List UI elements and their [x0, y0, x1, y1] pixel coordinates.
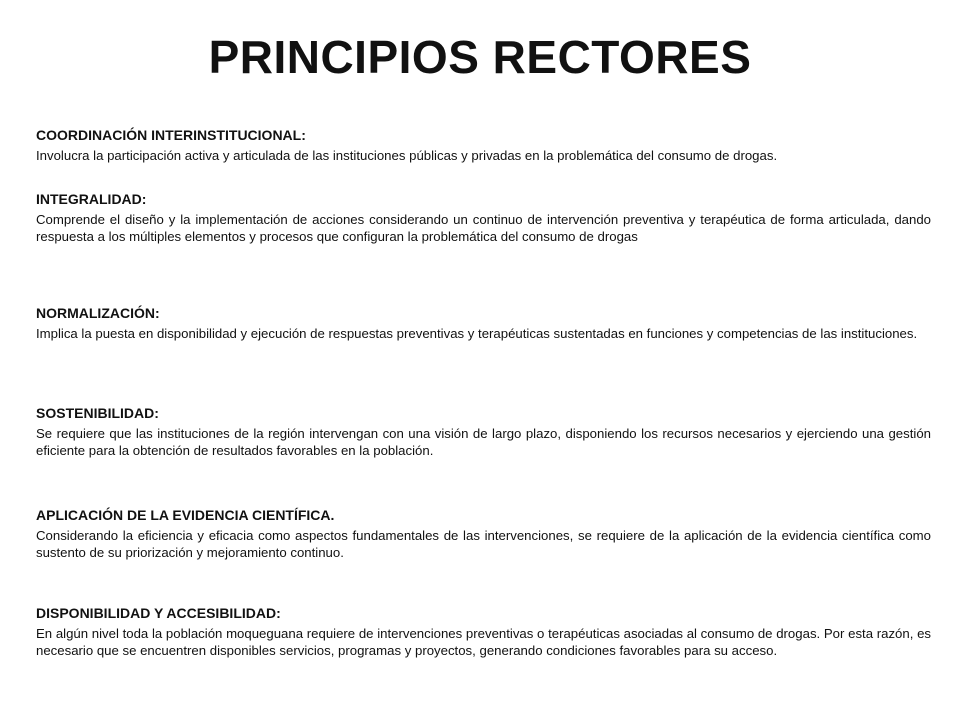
section-heading: NORMALIZACIÓN: — [36, 305, 160, 321]
section-coordinacion — [36, 126, 931, 164]
section-text: Se requiere que las instituciones de la región intervengan con una visión de largo plazo, disponiendo los recursos necesarios y ejerciendo una gestión eficiente para la obtención de resultados favorables en la población. — [36, 426, 931, 458]
section-disponibilidad — [36, 604, 931, 659]
section-integralidad — [36, 190, 931, 245]
section-normalizacion — [36, 304, 931, 342]
section-heading: APLICACIÓN DE LA EVIDENCIA CIENTÍFICA. — [36, 507, 335, 523]
section-text: En algún nivel toda la población moqueguana requiere de intervenciones preventivas o terapéuticas asociadas al consumo de drogas. Por esta razón, es necesario que se encuentren disponibles servicios, programas y proyectos, generando condiciones favorables para su acceso. — [36, 626, 931, 658]
section-text: Implica la puesta en disponibilidad y ejecución de respuestas preventivas y terapéuticas sustentadas en funciones y competencias de las instituciones. — [36, 326, 918, 341]
section-text: Comprende el diseño y la implementación de acciones considerando un continuo de intervención preventiva y terapéutica de forma articulada, dando respuesta a los múltiples elementos y procesos que configuran la problemática del consumo de drogas — [36, 212, 931, 244]
section-heading: SOSTENIBILIDAD: — [36, 405, 159, 421]
page-title: PRINCIPIOS RECTORES — [208, 31, 752, 83]
section-text: Involucra la participación activa y articulada de las instituciones públicas y privadas en la problemática del consumo de drogas. — [36, 148, 778, 163]
section-heading: INTEGRALIDAD: — [36, 191, 147, 207]
section-text: Considerando la eficiencia y eficacia como aspectos fundamentales de las intervenciones, se requiere de la aplicación de la evidencia científica como sustento de su priorización y mejoramiento continuo. — [36, 528, 931, 560]
section-sostenibilidad — [36, 404, 931, 459]
section-evidencia-cientifica — [36, 506, 931, 561]
section-heading: DISPONIBILIDAD Y ACCESIBILIDAD: — [36, 605, 281, 621]
section-heading: COORDINACIÓN INTERINSTITUCIONAL: — [36, 127, 306, 143]
